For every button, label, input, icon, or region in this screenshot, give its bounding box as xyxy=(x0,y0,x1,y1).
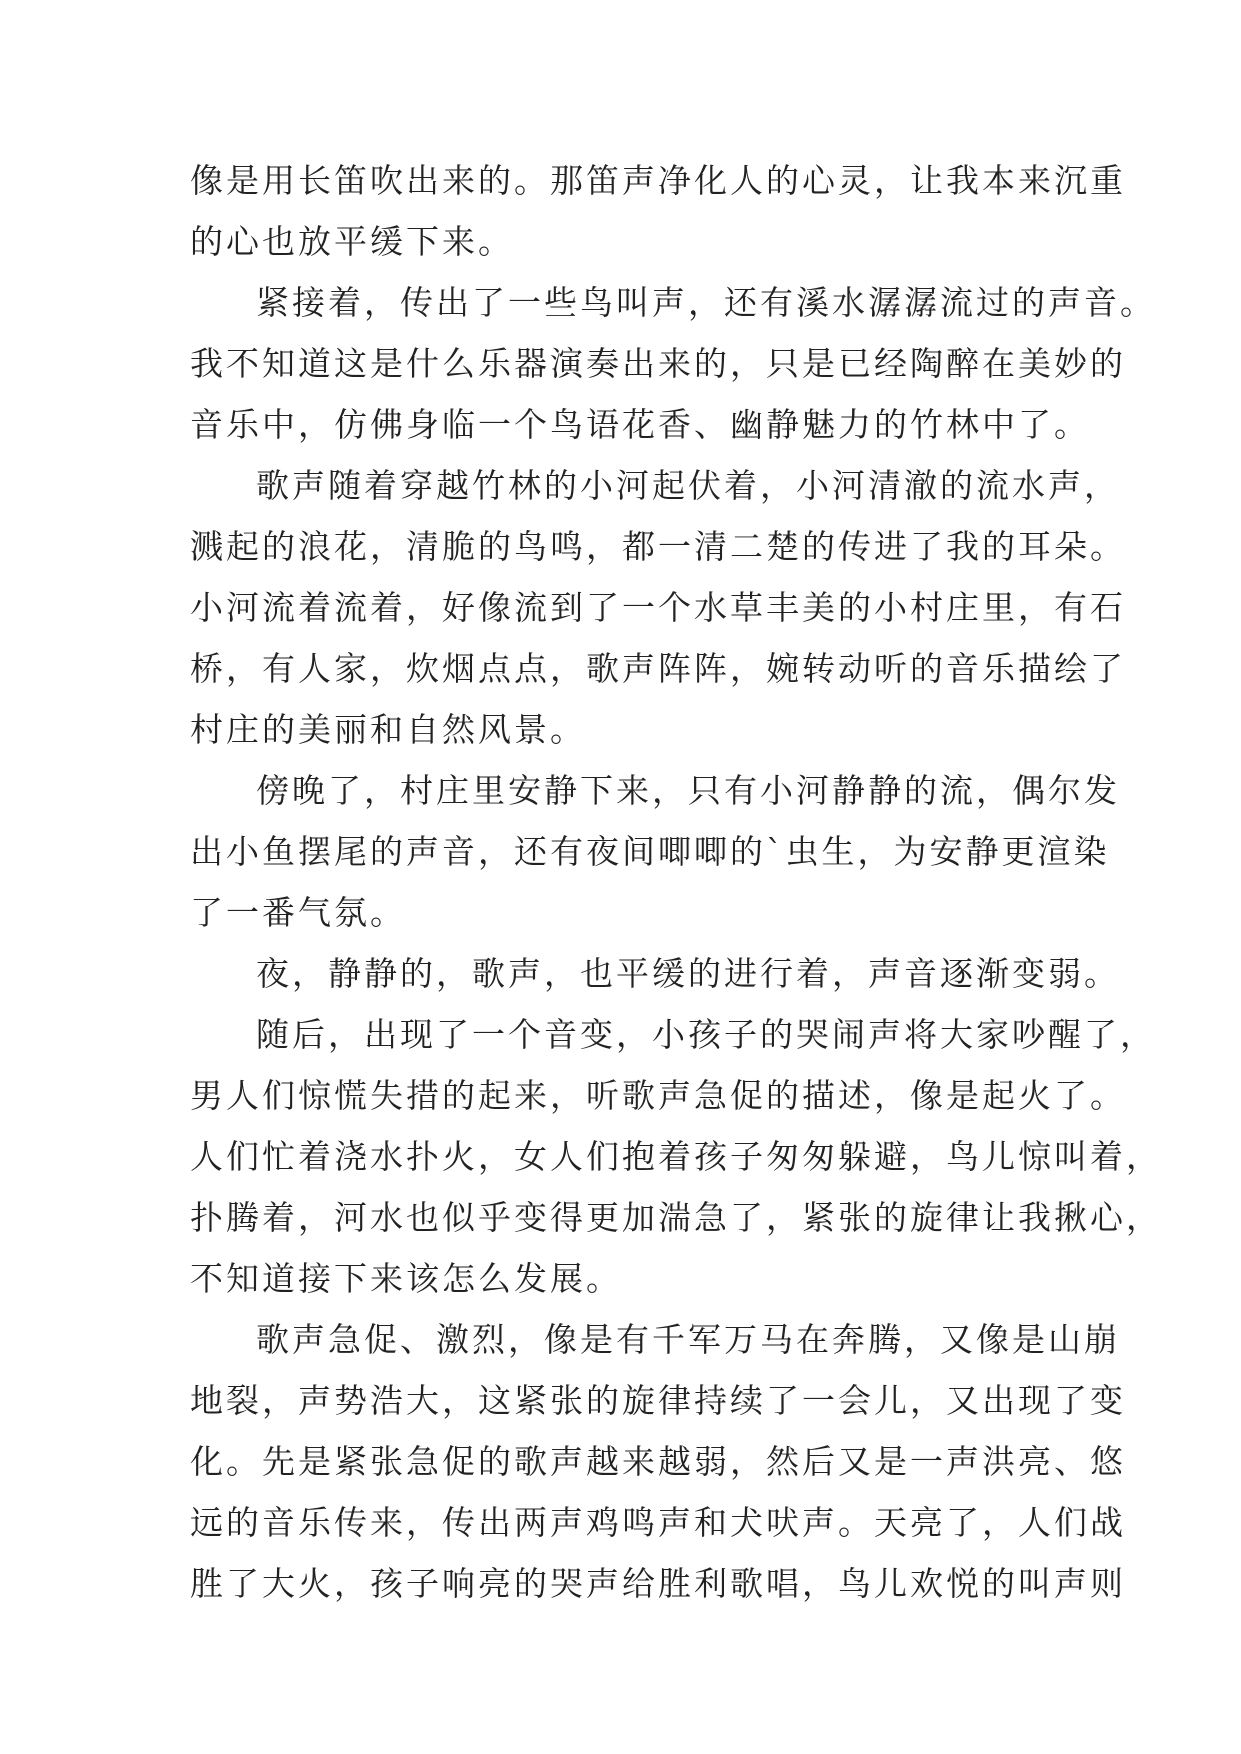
text-line: 了一番气氛。 xyxy=(190,893,406,932)
paragraph-start-line: 歌声急促、激烈，像是有千军万马在奔腾，又像是山崩 xyxy=(256,1320,1120,1359)
text-line: 像是用长笛吹出来的。那笛声净化人的心灵，让我本来沉重 xyxy=(190,161,1126,200)
text-line: 溅起的浪花，清脆的鸟鸣，都一清二楚的传进了我的耳朵。 xyxy=(190,527,1126,566)
text-line: 远的音乐传来，传出两声鸡鸣声和犬吠声。天亮了，人们战 xyxy=(190,1503,1126,1542)
text-line: 不知道接下来该怎么发展。 xyxy=(190,1259,622,1298)
text-line: 胜了大火，孩子响亮的哭声给胜利歌唱，鸟儿欢悦的叫声则 xyxy=(190,1564,1126,1603)
text-line: 地裂，声势浩大，这紧张的旋律持续了一会儿，又出现了变 xyxy=(190,1381,1126,1420)
text-line: 桥，有人家，炊烟点点，歌声阵阵，婉转动听的音乐描绘了 xyxy=(190,649,1126,688)
text-line: 男人们惊慌失措的起来，听歌声急促的描述，像是起火了。 xyxy=(190,1076,1126,1115)
paragraph-start-line: 紧接着，传出了一些鸟叫声，还有溪水潺潺流过的声音。 xyxy=(256,283,1156,322)
paragraph-start-line: 随后，出现了一个音变，小孩子的哭闹声将大家吵醒了， xyxy=(256,1015,1156,1054)
text-line: 人们忙着浇水扑火，女人们抱着孩子匆匆躲避，鸟儿惊叫着， xyxy=(190,1137,1162,1176)
text-line: 扑腾着，河水也似乎变得更加湍急了，紧张的旋律让我揪心， xyxy=(190,1198,1162,1237)
text-line: 出小鱼摆尾的声音，还有夜间唧唧的`虫生，为安静更渲染 xyxy=(190,832,1110,871)
text-line: 小河流着流着，好像流到了一个水草丰美的小村庄里，有石 xyxy=(190,588,1126,627)
paragraph-start-line: 傍晚了，村庄里安静下来，只有小河静静的流，偶尔发 xyxy=(256,771,1120,810)
text-line: 音乐中，仿佛身临一个鸟语花香、幽静魅力的竹林中了。 xyxy=(190,405,1090,444)
paragraph-start-line: 夜，静静的，歌声，也平缓的进行着，声音逐渐变弱。 xyxy=(256,954,1120,993)
text-line: 化。先是紧张急促的歌声越来越弱，然后又是一声洪亮、悠 xyxy=(190,1442,1126,1481)
text-line: 的心也放平缓下来。 xyxy=(190,222,514,261)
text-line: 村庄的美丽和自然风景。 xyxy=(190,710,586,749)
document-body xyxy=(190,150,1162,1614)
paragraph-start-line: 歌声随着穿越竹林的小河起伏着，小河清澈的流水声， xyxy=(256,466,1120,505)
text-line: 我不知道这是什么乐器演奏出来的，只是已经陶醉在美妙的 xyxy=(190,344,1126,383)
